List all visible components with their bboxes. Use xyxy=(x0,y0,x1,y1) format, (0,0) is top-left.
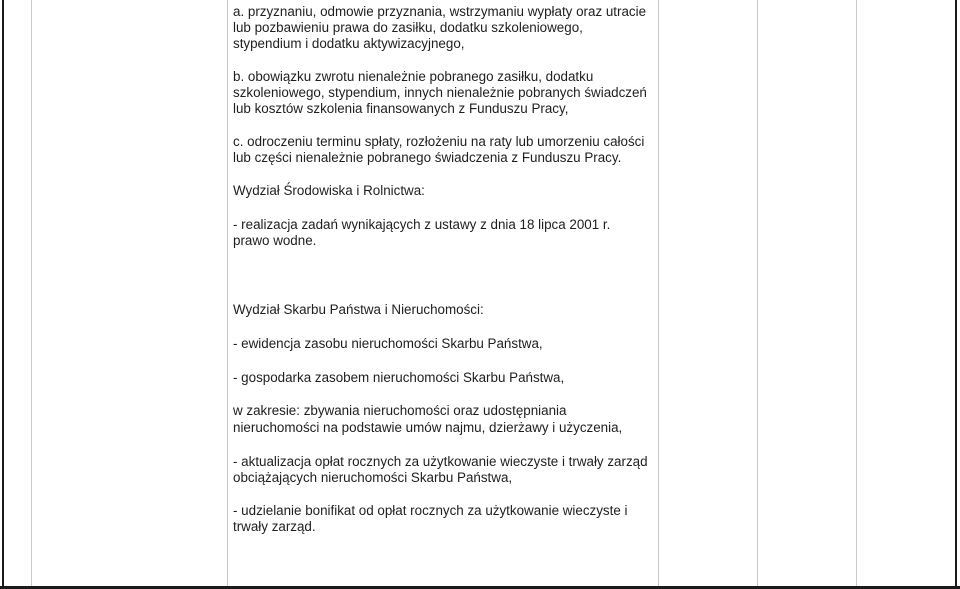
text-line: c. odroczeniu terminu spłaty, rozłożeniu na raty lub umorzeniu całości xyxy=(233,134,645,149)
text-line: lub kosztów szkolenia finansowanych z Funduszu Pracy, xyxy=(233,101,569,116)
text-line: lub części nienależnie pobranego świadczenia z Funduszu Pracy. xyxy=(233,150,622,165)
text-line: - ewidencja zasobu nieruchomości Skarbu Państwa, xyxy=(233,336,543,351)
column-divider xyxy=(757,0,758,586)
text-line: - realizacja zadań wynikających z ustawy z dnia 18 lipca 2001 r. xyxy=(233,217,611,232)
text-line: - gospodarka zasobem nieruchomości Skarbu Państwa, xyxy=(233,370,565,385)
text-line: - udzielanie bonifikat od opłat rocznych za użytkowanie wieczyste i xyxy=(233,503,628,518)
section-heading: Wydział Skarbu Państwa i Nieruchomości: xyxy=(233,302,484,317)
text-line: - aktualizacja opłat rocznych za użytkowanie wieczyste i trwały zarząd xyxy=(233,454,648,469)
column-divider xyxy=(31,0,32,586)
text-line: stypendium i dodatku aktywizacyjnego, xyxy=(233,36,465,51)
text-line: lub pozbawieniu prawa do zasiłku, dodatku szkoleniowego, xyxy=(233,20,583,35)
text-line: nieruchomości na podstawie umów najmu, dzierżawy i użyczenia, xyxy=(233,420,623,435)
text-line: a. przyznaniu, odmowie przyznania, wstrzymaniu wypłaty oraz utracie xyxy=(233,4,647,19)
column-divider xyxy=(856,0,857,586)
column-divider xyxy=(227,0,228,586)
text-line: szkoleniowego, stypendium, innych nienależnie pobranych świadczeń xyxy=(233,85,647,100)
table-right-border xyxy=(955,0,957,586)
table-left-border xyxy=(2,0,4,586)
column-divider xyxy=(658,0,659,586)
text-line: b. obowiązku zwrotu nienależnie pobranego zasiłku, dodatku xyxy=(233,69,594,84)
text-line: prawo wodne. xyxy=(233,233,317,248)
text-line: trwały zarząd. xyxy=(233,519,316,534)
section-heading: Wydział Środowiska i Rolnictwa: xyxy=(233,183,425,198)
text-line: obciążających nieruchomości Skarbu Państwa, xyxy=(233,470,513,485)
text-line: w zakresie: zbywania nieruchomości oraz udostępniania xyxy=(233,403,567,418)
